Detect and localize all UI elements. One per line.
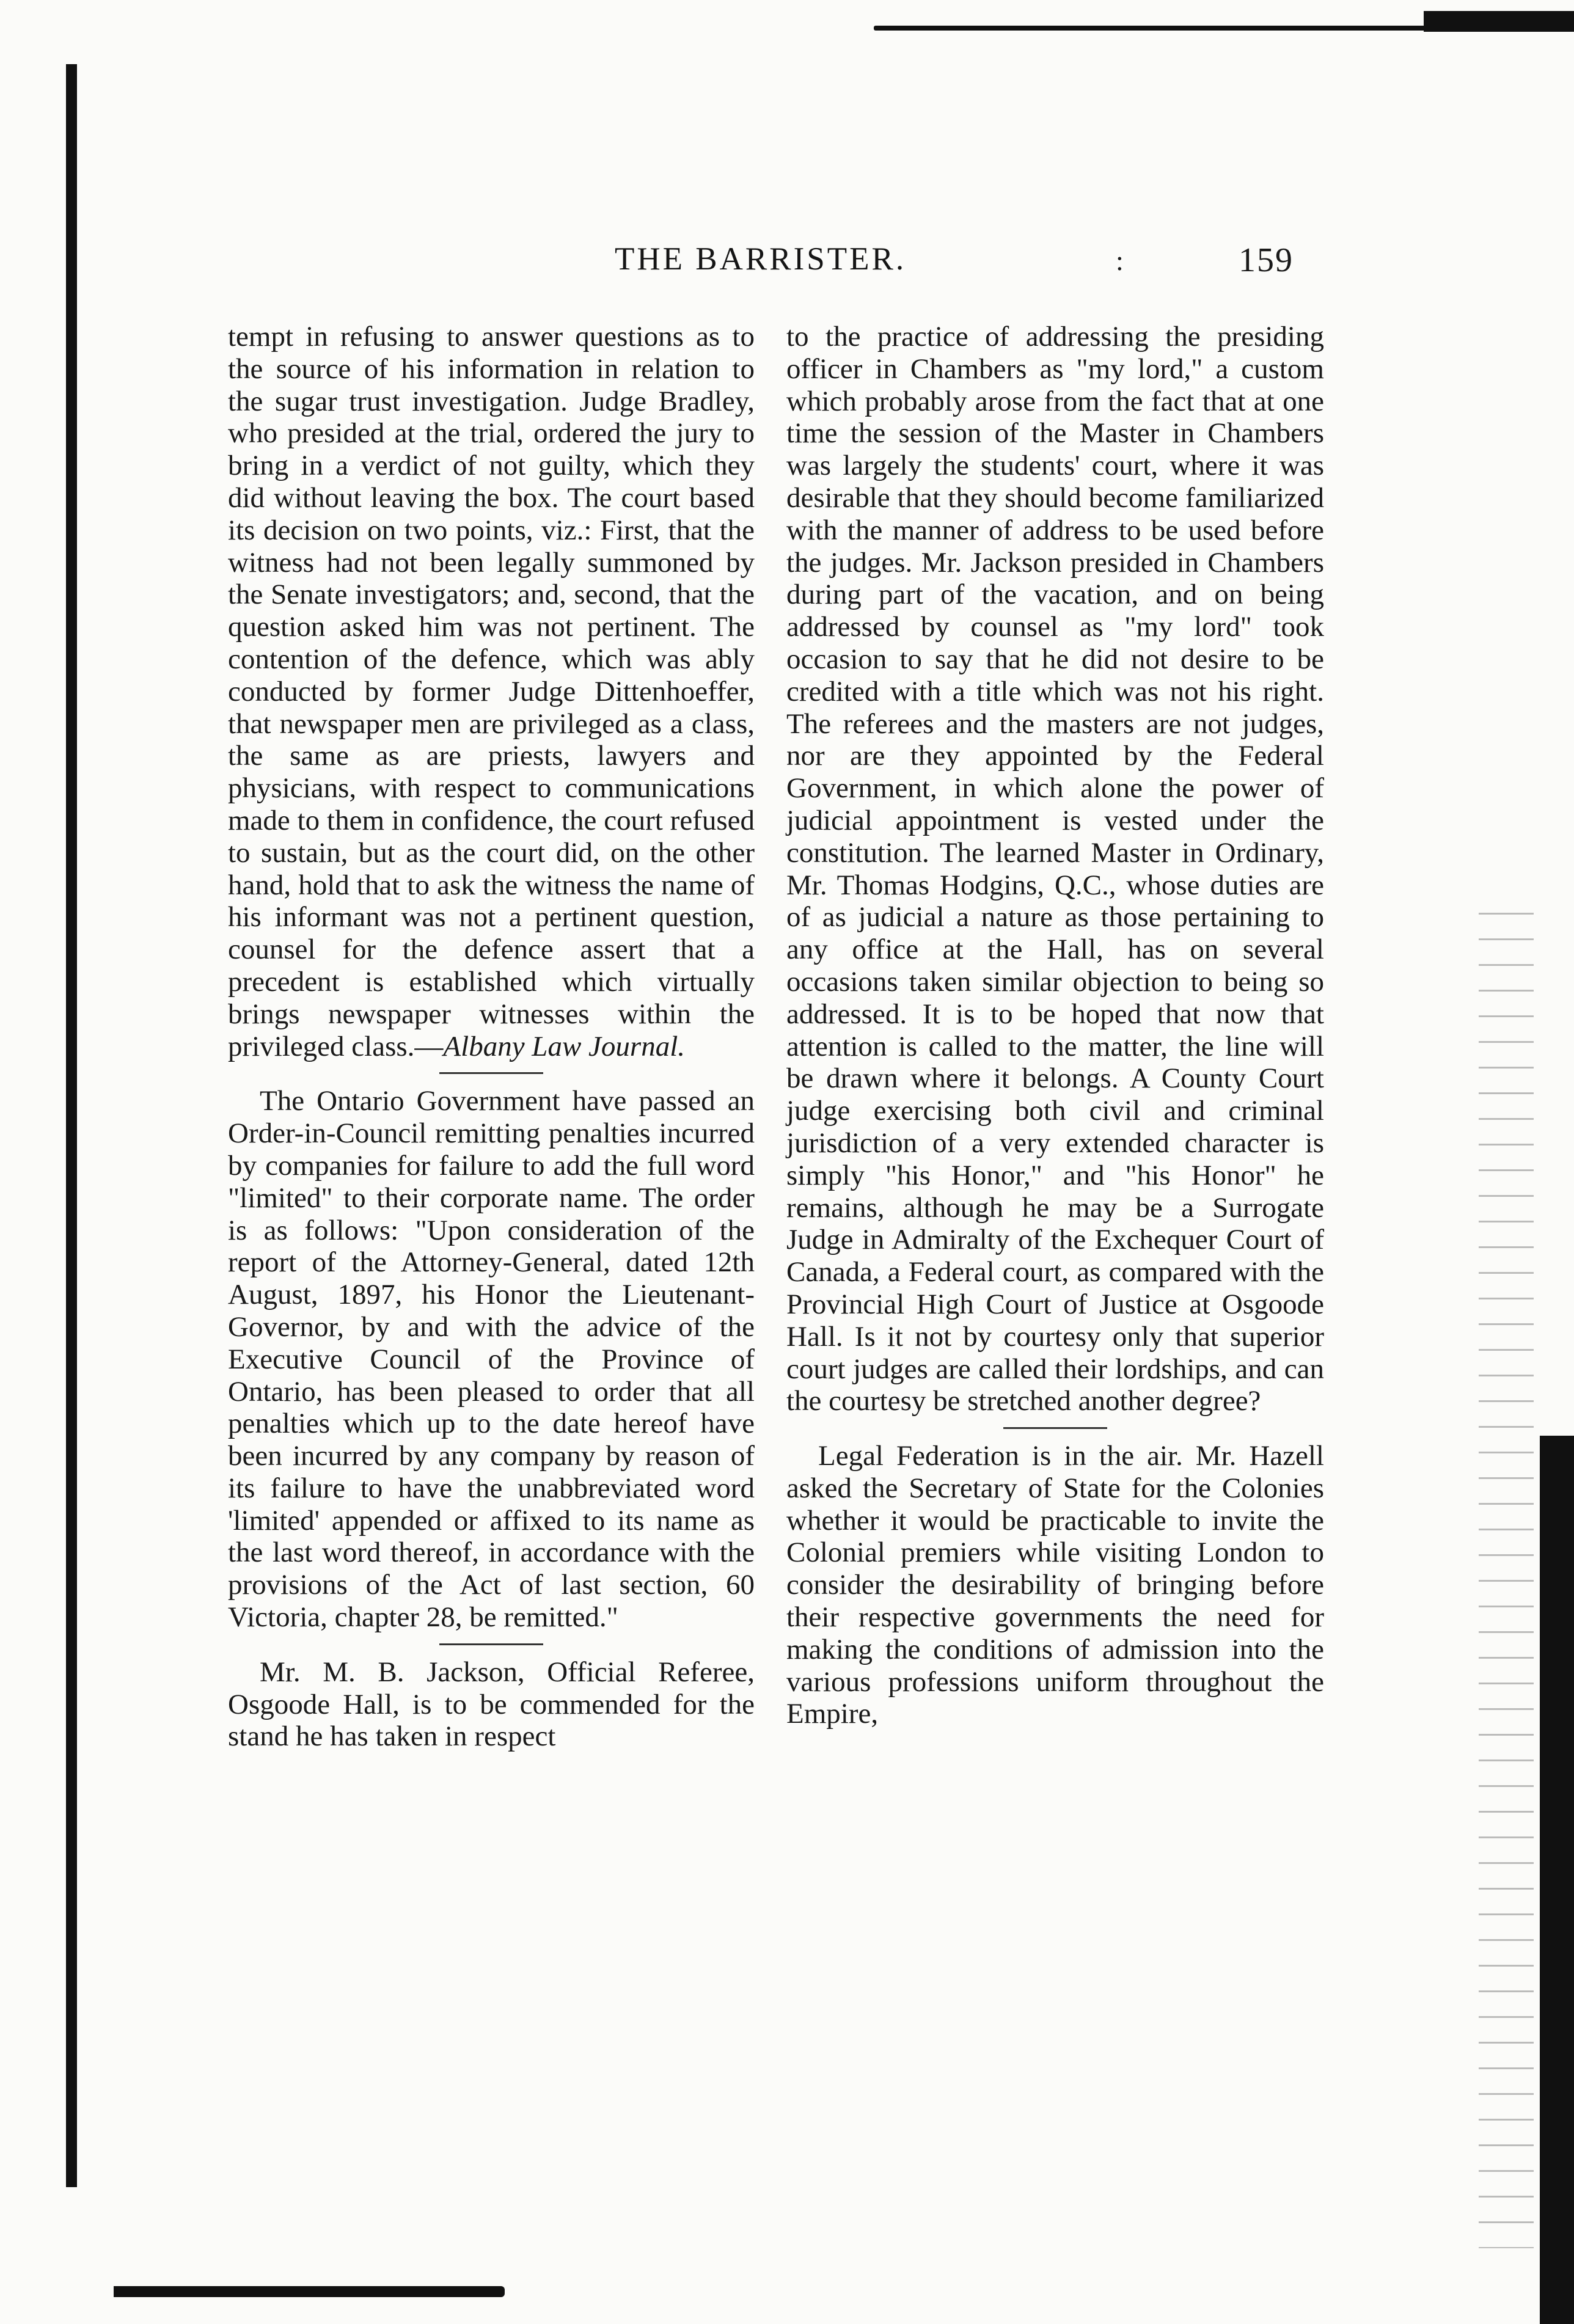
header-separator: : (1116, 245, 1124, 276)
section-divider (1003, 1427, 1107, 1429)
scan-edge-left (66, 64, 77, 2187)
scan-edge-top-thick (1424, 11, 1574, 32)
scan-edge-bottom (114, 2286, 505, 2297)
article-sugar-trust-text: tempt in refusing to answer questions as to the source of his information in relation to the sugar trust investigation. Judge Bradley, who presided at the trial, ordered the jury to bring in a verdict of not guilty, which they did without leaving the box. The court based its decision on two points, viz.: First, that the witness had not been legally summoned by the Senate investigators; and, second, that the question asked him was not pertinent. The contention of the defence, which was ably conducted by former Judge Dittenhoeffer, that newspaper men are privileged as a class, the same as are priests, lawyers and physicians, with respect to communications made to them in confidence, the court refused to sustain, but as the court did, on the other hand, hold that to ask the witness the name of his informant was not a pertinent question, counsel for the defence assert that a precedent is established which virtually brings newspaper witnesses within the privileged class.— (228, 321, 755, 1062)
right-column (786, 321, 1324, 1730)
article-legal-federation: Legal Federation is in the air. Mr. Hazell asked the Secretary of State for the Colonies whether it would be practicable to invite the Colonial premiers while visiting London to consider the desirability of bringing before their respective governments the need for making the conditions of admission into the various professions uniform throughout the Empire, (786, 1440, 1324, 1730)
article-source: Albany Law Journal. (443, 1030, 685, 1062)
running-title: THE BARRISTER. (615, 241, 907, 277)
article-sugar-trust (228, 321, 755, 1062)
margin-noise (1479, 904, 1534, 2248)
article-jackson-continued: to the practice of addressing the presiding officer in Chambers as "my lord," a custom which probably arose from the fact that at one time the session of the Master in Chambers was largely the students' court, where it was desirable that they should become familiarized with the manner of address to be used before the judges. Mr. Jackson presided in Chambers during part of the vacation, and on being addressed by counsel as "my lord" took occasion to say that he did not desire to be credited with a title which was not his right. The referees and the masters are not judges, nor are they appointed by the Federal Government, in which alone the power of judicial appointment is vested under the constitution. The learned Master in Ordinary, Mr. Thomas Hodgins, Q.C., whose duties are of as judicial a nature as those pertaining to any office at the Hall, has on several occasions taken similar objection to being so addressed. It is to be hoped that now that attention is called to the matter, the line will be drawn where it belongs. A County Court judge exercising both civil and criminal jurisdiction of a very extended character is simply "his Honor," and "his Honor" he remains, although he may be a Surrogate Judge in Admiralty of the Exchequer Court of Canada, a Federal court, as compared with the Provincial High Court of Justice at Osgoode Hall. Is it not by courtesy only that superior court judges are called their lordships, and can the courtesy be stretched another degree? (786, 321, 1324, 1417)
article-jackson-intro: Mr. M. B. Jackson, Official Referee, Osgoode Hall, is to be commended for the stand he has taken in respect (228, 1656, 755, 1753)
page-number: 159 (1239, 241, 1294, 279)
section-divider (439, 1643, 543, 1645)
article-ontario-order: The Ontario Government have passed an Order-in-Council remitting penalties incurred by companies for failure to add the full word "limited" to their corporate name. The order is as follows: "Upon consideration of the report of the Attorney-General, dated 12th August, 1897, his Honor the Lieutenant-Governor, by and with the advice of the Executive Council of the Province of Ontario, has been pleased to order that all penalties which up to the date hereof have been incurred by any company by reason of its failure to have the unabbreviated word 'limited' appended or affixed to its name as the last word thereof, in accordance with the provisions of the Act of last section, 60 Victoria, chapter 28, be remitted." (228, 1085, 755, 1634)
left-column (228, 321, 755, 1753)
section-divider (439, 1072, 543, 1074)
scan-edge-right (1540, 1436, 1574, 2324)
